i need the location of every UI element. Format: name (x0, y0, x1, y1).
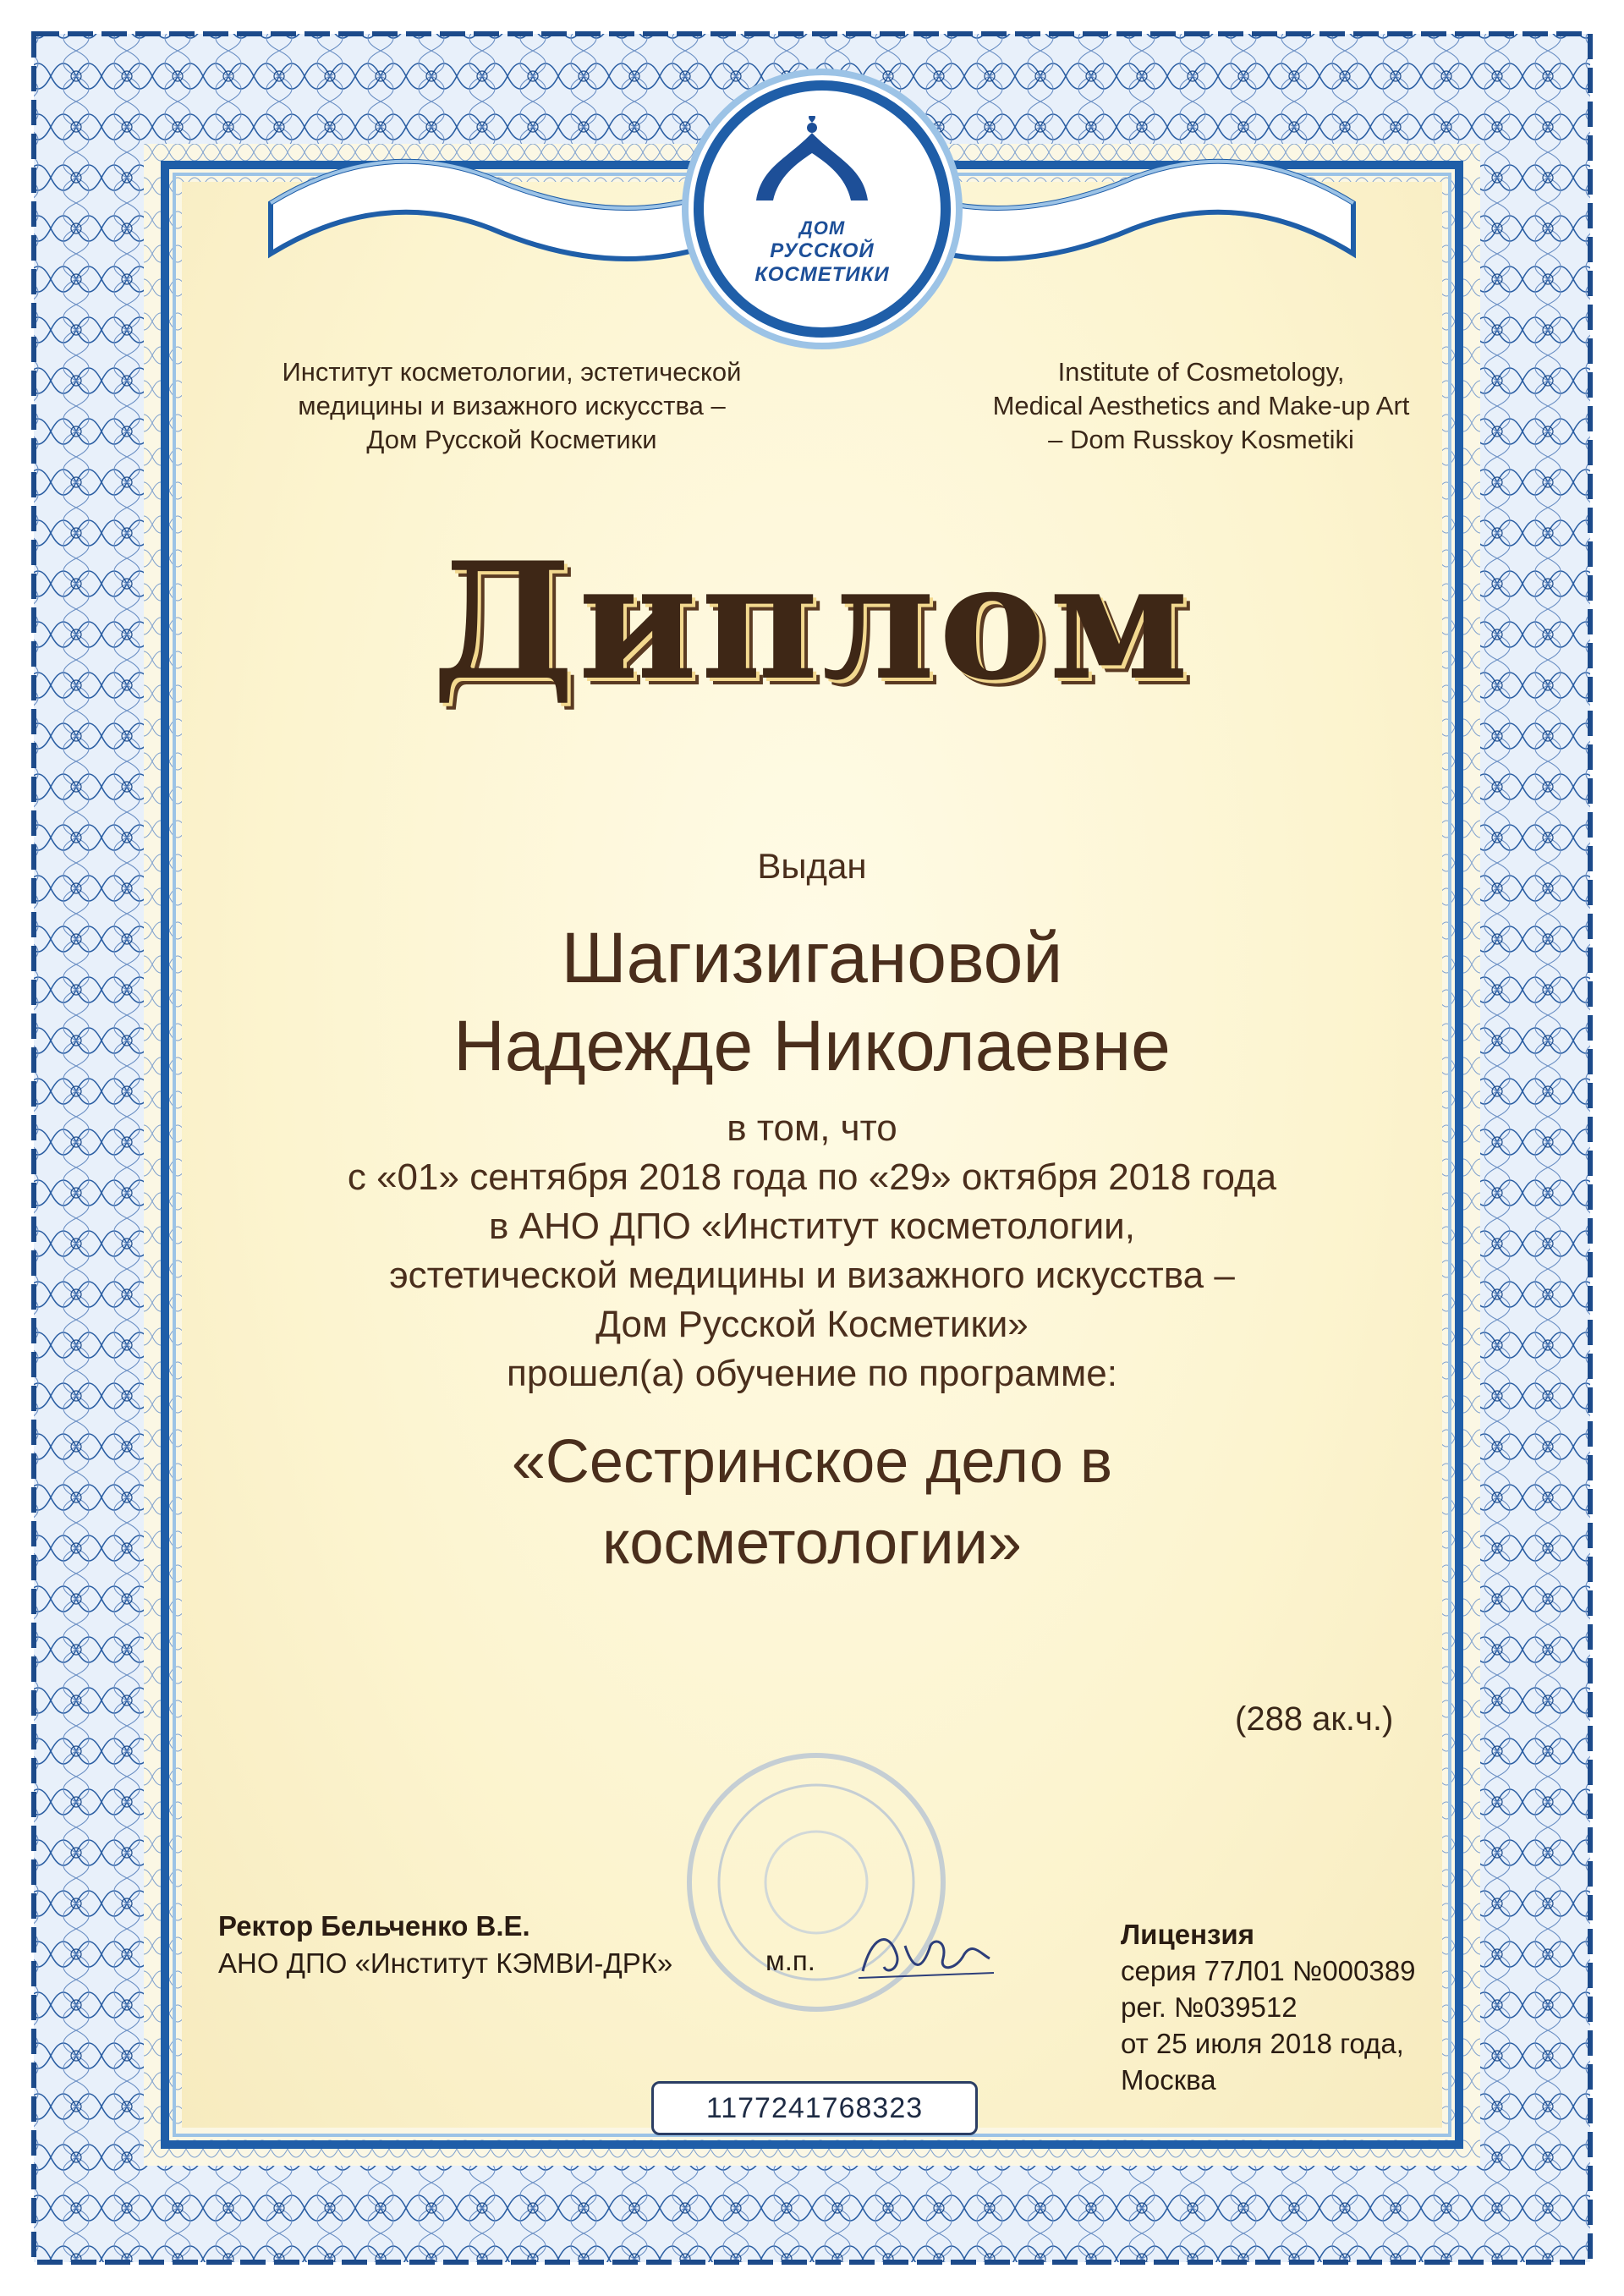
handwritten-signature (854, 1920, 998, 1988)
diploma-body-text: в том, что с «01» сентября 2018 года по «29» октября 2018 года в АНО ДПО «Институт косметологии, эстетической медицины и визажного искусства – Дом Русской Косметики» прошел(а) обучение по программе: (347, 1107, 1277, 1394)
logo-line-2: РУССКОЙ (770, 239, 875, 262)
license-info: Лицензия серия 77Л01 №000389 рег. №039512 от 25 июля 2018 года, Москва (1121, 1919, 1416, 2096)
seal-place-label: м.п. (765, 1945, 815, 1976)
diploma-title: Диплом (431, 527, 1193, 716)
institute-name-en: Institute of Cosmetology, Medical Aesthetics and Make-up Art – Dom Russkoy Kosmetiki (992, 357, 1410, 454)
academic-hours: (288 ак.ч.) (1235, 1700, 1394, 1738)
ribbon-right (897, 102, 1370, 355)
issued-label: Выдан (757, 846, 867, 886)
rector-signature-block: Ректор Бельченко В.Е. АНО ДПО «Институт КЭМВИ-ДРК» (218, 1910, 673, 1979)
serial-number: 1177241768323 (651, 2081, 978, 2135)
program-name: «Сестринское дело в косметологии» (511, 1428, 1113, 1577)
institute-logo (694, 80, 951, 338)
recipient-name: Шагизигановой Надежде Николаевне (453, 918, 1171, 1085)
logo-line-1: ДОМ (798, 217, 846, 239)
dome-icon (746, 116, 878, 217)
institute-name-ru: Институт косметологии, эстетической медицины и визажного искусства – Дом Русской Косметики (282, 357, 742, 454)
logo-line-3: КОСМЕТИКИ (754, 263, 890, 286)
ribbon-left (254, 102, 727, 355)
